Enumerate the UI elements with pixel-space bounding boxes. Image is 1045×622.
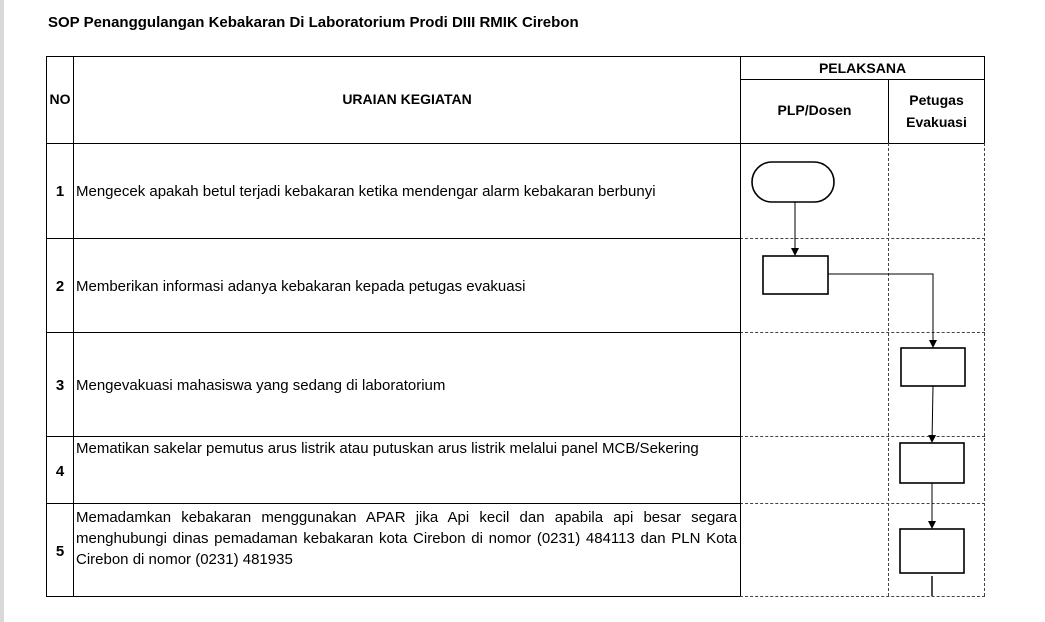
row-2-activity: Memberikan informasi adanya kebakaran kepada petugas evakuasi xyxy=(76,278,526,295)
row-2-no: 2 xyxy=(55,278,65,295)
flow-process-4 xyxy=(900,443,964,483)
flow-arrow-3-to-4 xyxy=(932,386,933,442)
row-1-no: 1 xyxy=(55,183,65,200)
row-5-no: 5 xyxy=(55,543,65,560)
header-pelaksana: PELAKSANA xyxy=(818,60,907,76)
flow-process-2 xyxy=(763,256,828,294)
row-5-activity: Memadamkan kebakaran menggunakan APAR jika Api kecil dan apabila api besar segara menghubungi dinas pemadaman kebakaran kota Cirebon di nomor (0231) 484113 dan PLN Kota Cirebon di nomor (0231) 481935 xyxy=(76,509,737,568)
document-title: SOP Penanggulangan Kebakaran Di Laboratorium Prodi DIII RMIK Cirebon xyxy=(48,14,579,31)
header-no: NO xyxy=(49,91,71,107)
flow-arrow-2-to-3 xyxy=(828,274,933,347)
header-petugas-line2: Evakuasi xyxy=(906,114,967,130)
flow-process-3 xyxy=(901,348,965,386)
flow-process-5 xyxy=(900,529,964,573)
header-plp-dosen: PLP/Dosen xyxy=(777,102,852,118)
row-1-activity: Mengecek apakah betul terjadi kebakaran ketika mendengar alarm kebakaran berbunyi xyxy=(76,183,656,200)
header-uraian: URAIAN KEGIATAN xyxy=(342,91,472,107)
row-3-no: 3 xyxy=(55,377,65,394)
header-petugas-line1: Petugas xyxy=(909,92,964,108)
row-4-activity: Mematikan sakelar pemutus arus listrik atau putuskan arus listrik melalui panel MCB/Sekering xyxy=(76,440,699,457)
row-4-no: 4 xyxy=(55,463,65,480)
row-3-activity: Mengevakuasi mahasiswa yang sedang di laboratorium xyxy=(76,377,446,394)
flow-start-terminator xyxy=(752,162,834,202)
